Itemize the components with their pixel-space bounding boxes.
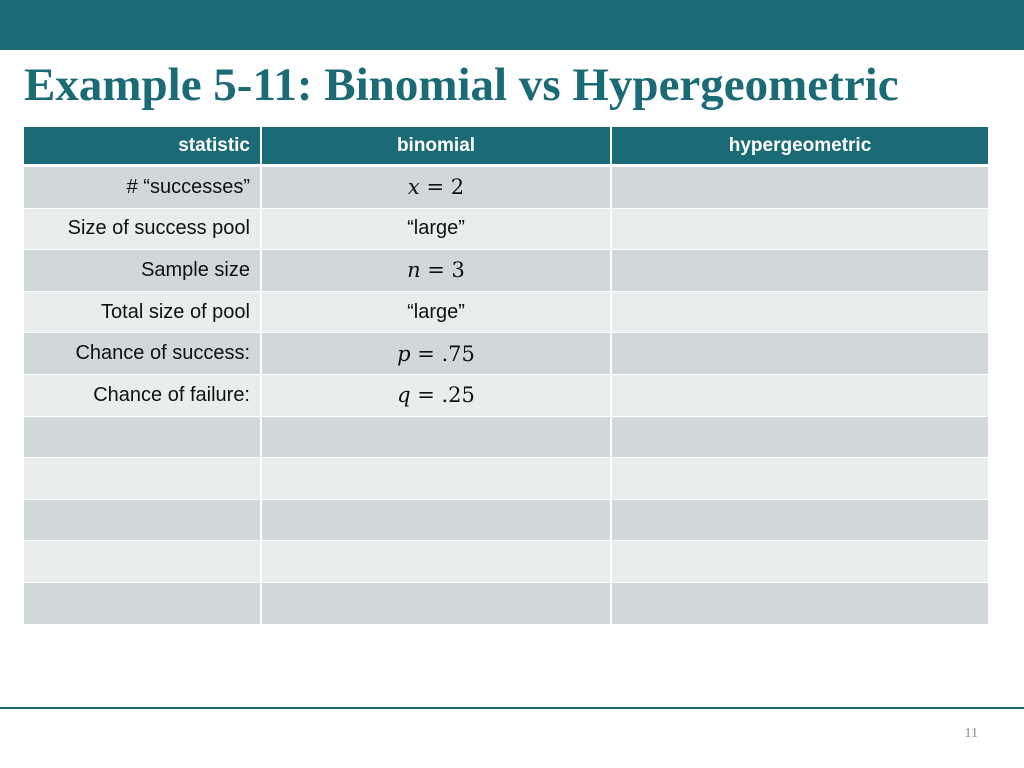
cell-statistic: Chance of failure: xyxy=(24,375,262,417)
cell-hypergeometric xyxy=(612,292,988,334)
cell-binomial xyxy=(262,458,612,500)
table-header-row xyxy=(24,127,988,167)
comparison-table xyxy=(24,127,988,625)
cell-statistic: Sample size xyxy=(24,250,262,292)
header-hypergeometric: hypergeometric xyxy=(612,127,988,167)
cell-statistic xyxy=(24,583,262,625)
cell-hypergeometric xyxy=(612,417,988,459)
cell-statistic xyxy=(24,417,262,459)
cell-hypergeometric xyxy=(612,333,988,375)
slide-title: Example 5-11: Binomial vs Hypergeometric xyxy=(24,59,899,111)
table-row xyxy=(24,583,988,625)
cell-binomial xyxy=(262,541,612,583)
header-statistic: statistic xyxy=(24,127,262,167)
cell-binomial xyxy=(262,583,612,625)
table-row xyxy=(24,541,988,583)
cell-statistic xyxy=(24,458,262,500)
cell-binomial: “large” xyxy=(262,292,612,334)
cell-hypergeometric xyxy=(612,250,988,292)
cell-hypergeometric xyxy=(612,209,988,251)
cell-hypergeometric xyxy=(612,167,988,209)
header-binomial: binomial xyxy=(262,127,612,167)
cell-statistic: Size of success pool xyxy=(24,209,262,251)
cell-statistic: Total size of pool xyxy=(24,292,262,334)
cell-binomial xyxy=(262,500,612,542)
table-row xyxy=(24,500,988,542)
footer-divider xyxy=(0,707,1024,709)
table-row xyxy=(24,333,988,375)
page-number: 11 xyxy=(964,726,978,741)
cell-hypergeometric xyxy=(612,583,988,625)
cell-statistic: Chance of success: xyxy=(24,333,262,375)
table-row xyxy=(24,417,988,459)
cell-hypergeometric xyxy=(612,500,988,542)
cell-hypergeometric xyxy=(612,541,988,583)
cell-binomial: 𝑥 = 2 xyxy=(262,167,612,209)
cell-statistic: # “successes” xyxy=(24,167,262,209)
table-row xyxy=(24,250,988,292)
cell-binomial: “large” xyxy=(262,209,612,251)
table-row xyxy=(24,167,988,209)
cell-hypergeometric xyxy=(612,458,988,500)
header-bar xyxy=(0,0,1024,50)
table-row xyxy=(24,458,988,500)
table-row xyxy=(24,375,988,417)
table-row xyxy=(24,292,988,334)
cell-statistic xyxy=(24,500,262,542)
cell-binomial: 𝑞 = .25 xyxy=(262,375,612,417)
table-row xyxy=(24,209,988,251)
cell-binomial: 𝑝 = .75 xyxy=(262,333,612,375)
cell-binomial xyxy=(262,417,612,459)
cell-hypergeometric xyxy=(612,375,988,417)
cell-statistic xyxy=(24,541,262,583)
cell-binomial: 𝑛 = 3 xyxy=(262,250,612,292)
